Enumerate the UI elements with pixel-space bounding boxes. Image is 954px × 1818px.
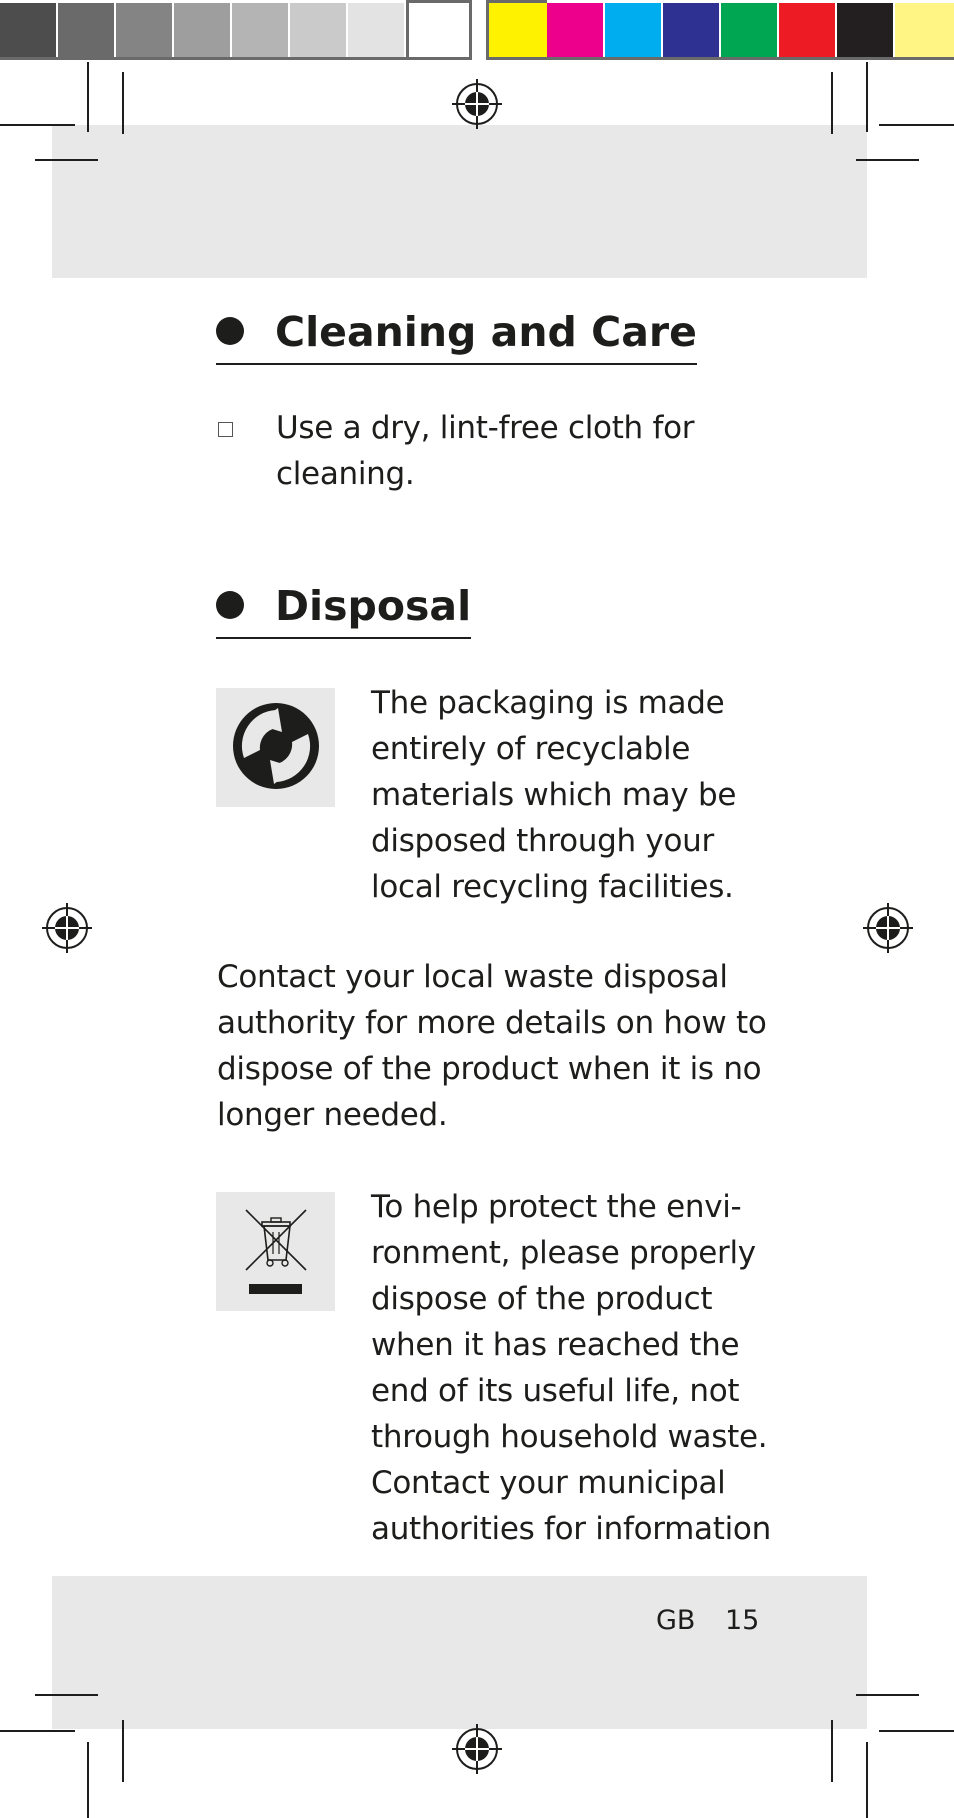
swatch-gray-7	[348, 3, 404, 57]
crop-mark	[831, 72, 833, 134]
crop-mark	[866, 62, 868, 132]
text-line: when it has reached the	[371, 1327, 740, 1363]
text-line: materials which may be	[371, 777, 737, 813]
text-line: dispose of the product	[371, 1281, 713, 1317]
weee-icon-box	[216, 1192, 335, 1311]
crop-mark	[866, 1742, 868, 1818]
swatch-blue	[663, 3, 719, 57]
text-line: To help protect the envi-	[371, 1189, 742, 1225]
swatch-green	[721, 3, 777, 57]
swatch-gray-4	[174, 3, 230, 57]
text-line: entirely of recyclable	[371, 731, 691, 767]
green-dot-recycling-icon	[216, 688, 335, 807]
text-line: authority for more details on how to	[217, 1005, 767, 1041]
recycle-icon-box	[216, 688, 335, 807]
registration-mark-icon	[42, 903, 92, 953]
text-line: longer needed.	[217, 1097, 448, 1133]
text-line: The packaging is made	[371, 685, 725, 721]
swatch-gray-5	[232, 3, 288, 57]
swatch-gray-6	[290, 3, 346, 57]
text-line: ronment, please properly	[371, 1235, 756, 1271]
crop-mark	[87, 62, 89, 132]
crop-mark	[35, 159, 98, 161]
crop-mark	[856, 1694, 919, 1696]
text-line: end of its useful life, not	[371, 1373, 740, 1409]
swatch-cyan	[605, 3, 661, 57]
registration-mark-icon	[863, 903, 913, 953]
text-line: authorities for information	[371, 1511, 771, 1547]
swatch-gray-3	[116, 3, 172, 57]
swatch-light-yellow	[895, 3, 954, 57]
packaging-text	[371, 680, 771, 910]
crop-mark	[35, 1694, 98, 1696]
calibration-frame-bottom	[0, 57, 470, 60]
crop-mark	[87, 1742, 89, 1818]
text-line: dispose of the product when it is no	[217, 1051, 762, 1087]
text-line: through household waste.	[371, 1419, 768, 1455]
swatch-yellow	[486, 0, 547, 60]
text-line: cleaning.	[276, 456, 415, 492]
crop-mark	[0, 124, 75, 126]
swatch-gray-2	[58, 3, 114, 57]
crop-mark	[879, 1730, 954, 1732]
swatch-white	[406, 0, 472, 60]
crop-mark	[0, 1730, 75, 1732]
footer-page-number: 15	[725, 1605, 760, 1636]
text-line: Contact your municipal	[371, 1465, 726, 1501]
crop-mark	[831, 1720, 833, 1782]
swatch-gray-1	[0, 3, 56, 57]
heading-bullet-dot	[216, 317, 244, 345]
crop-mark	[122, 72, 124, 134]
heading-cleaning-and-care	[216, 307, 697, 365]
crop-mark	[122, 1720, 124, 1782]
calibration-frame-bottom-right	[486, 57, 954, 60]
registration-mark-icon	[452, 1724, 502, 1774]
text-line: Use a dry, lint-free cloth for	[276, 410, 695, 446]
heading-text: Disposal	[275, 582, 472, 630]
environment-protection-text	[371, 1184, 791, 1552]
heading-bullet-dot	[216, 591, 244, 619]
footer-band	[52, 1576, 867, 1729]
heading-text: Cleaning and Care	[275, 308, 697, 356]
heading-disposal	[216, 581, 471, 639]
contact-authority-text	[217, 954, 817, 1138]
text-line: Contact your local waste disposal	[217, 959, 728, 995]
crop-mark	[856, 159, 919, 161]
text-line: disposed through your	[371, 823, 714, 859]
bullet-square-icon	[218, 422, 233, 437]
crossed-out-wheelie-bin-icon	[216, 1192, 335, 1311]
header-band	[52, 125, 867, 278]
swatch-red	[779, 3, 835, 57]
swatch-magenta	[547, 3, 603, 57]
footer-language: GB	[656, 1605, 696, 1636]
registration-mark-icon	[452, 79, 502, 129]
cleaning-instruction	[276, 405, 736, 497]
text-line: local recycling facilities.	[371, 869, 734, 905]
swatch-black	[837, 3, 893, 57]
crop-mark	[879, 124, 954, 126]
